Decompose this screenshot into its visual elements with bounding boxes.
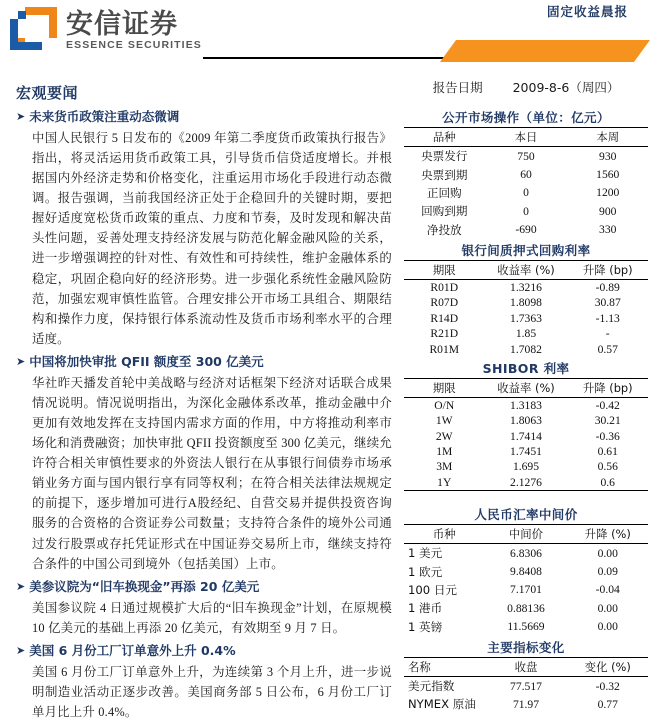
cell-value: 1.695 xyxy=(512,460,540,474)
table-row xyxy=(404,562,648,580)
news-headline-text: 美国 6 月份工厂订单意外上升 0.4% xyxy=(29,642,236,658)
news-body: 美国参议院 4 日通过规模扩大后的“旧车换现金”计划，在原规模 10 亿美元的基础上再添 20 亿美元，有效期至 9 月 7 日。 xyxy=(32,600,392,635)
table-row xyxy=(404,475,648,491)
bullet-arrow-icon: ➤ xyxy=(16,579,26,593)
table-interbank-repo-rate xyxy=(404,241,648,357)
report-date-line xyxy=(404,78,648,96)
col-header: 品种 xyxy=(404,128,485,147)
table-row xyxy=(404,544,648,563)
cell-value: 2.1276 xyxy=(485,475,568,491)
cell-label: 1 港币 xyxy=(408,601,443,616)
cell-value: 0.00 xyxy=(597,620,618,634)
cell-label: 2W xyxy=(435,429,453,443)
table-row xyxy=(404,202,648,220)
news-body: 中国人民银行 5 日发布的《2009 年第二季度货币政策执行报告》指出，将灵活运用货币政策工具，引导货币信贷适度增长。并根据国内外经济走势和价格变化，注重运用市场化手段进行动态微调。报告强调，当前我国经济正处于企稳回升的关键时期，要把握好适度宽松货币政策的重点、力度和节奏，及时发现和解决苗头性问题，妥善处理支持经济发展与防范化解金融风险的关系，进一步增强调控的针对性、有效性和可持续性，维护金融体系的稳定，巩固企稳向好的经济形势。进一步强化系统性金融风险防范，加强宏观审慎性监管。合理安排公开市场工具组合、期限结构和操作力度，保持银行体系流动性及货币市场利率水平的合理适度。 xyxy=(32,130,392,346)
table-header-row xyxy=(404,525,648,544)
col-header: 期限 xyxy=(404,378,485,397)
bullet-arrow-icon: ➤ xyxy=(16,354,26,368)
table-row xyxy=(404,326,648,341)
news-column xyxy=(0,70,400,724)
cell-value: 330 xyxy=(599,223,617,237)
report-type-banner xyxy=(440,40,650,62)
report-type-label: 固定收益晨报 xyxy=(546,4,628,19)
cell-value: 1560 xyxy=(596,168,620,182)
cell-value: 77.517 xyxy=(510,679,542,693)
cell-label: R21D xyxy=(430,327,459,341)
cell-value: 30.87 xyxy=(594,296,621,310)
news-article xyxy=(16,643,392,722)
cell-value: 30.21 xyxy=(594,414,621,428)
col-header: 本周 xyxy=(567,128,648,147)
news-headline[interactable] xyxy=(16,354,392,371)
table-row xyxy=(404,618,648,636)
col-header: 升降 (bp) xyxy=(567,260,648,279)
cell-value: 0.6 xyxy=(567,475,648,491)
cell-label: 1W xyxy=(435,414,453,428)
logo-english-name: ESSENCE SECURITIES xyxy=(66,38,202,51)
col-header: 收益率 (%) xyxy=(485,378,568,397)
col-header: 升降 (bp) xyxy=(567,378,648,397)
news-headline[interactable] xyxy=(16,643,392,660)
page-title: 宏观要闻 xyxy=(16,84,79,102)
cell-value: 930 xyxy=(599,149,617,163)
news-article xyxy=(16,354,392,574)
col-header: 升降 (%) xyxy=(567,525,648,544)
cell-value: 0 xyxy=(523,204,529,218)
table-row xyxy=(404,397,648,413)
data-table xyxy=(404,657,648,714)
cell-value: 0.56 xyxy=(597,460,618,474)
cell-label: 回购到期 xyxy=(421,204,468,219)
cell-value: - xyxy=(605,327,610,341)
cell-label: 1 英镑 xyxy=(408,619,443,634)
news-headline-text: 美参议院为“旧车换现金”再添 20 亿美元 xyxy=(29,578,260,594)
col-header: 收盘 xyxy=(485,657,568,676)
news-article xyxy=(16,109,392,349)
table-shibor-rate xyxy=(404,359,648,491)
table-row xyxy=(404,459,648,474)
cell-value: 0.88136 xyxy=(507,601,545,615)
table-header-row xyxy=(404,128,648,147)
table-row xyxy=(404,279,648,295)
col-header: 变化 (%) xyxy=(567,657,648,676)
report-date-label: 报告日期 xyxy=(432,80,483,95)
cell-label: 央票发行 xyxy=(421,149,468,164)
cell-label: O/N xyxy=(434,398,455,412)
bullet-arrow-icon: ➤ xyxy=(16,110,26,123)
table-row xyxy=(404,599,648,617)
logo-mark-icon xyxy=(8,6,58,52)
cell-value: 0.77 xyxy=(597,697,618,711)
cell-value: 1.85 xyxy=(515,327,537,341)
table-title: 公开市场操作（单位：亿元） xyxy=(442,110,610,125)
table-row xyxy=(404,341,648,356)
cell-value: 1200 xyxy=(596,186,620,200)
table-row xyxy=(404,184,648,202)
table-row xyxy=(404,295,648,310)
table-title: 主要指标变化 xyxy=(487,639,565,655)
cell-label: R01D xyxy=(430,281,459,295)
col-header: 中间价 xyxy=(485,525,568,544)
cell-value: 1.3183 xyxy=(510,398,542,412)
col-header: 本日 xyxy=(485,128,568,147)
cell-value: 0.09 xyxy=(597,565,618,579)
data-table xyxy=(404,260,648,357)
cell-value: 900 xyxy=(599,204,617,218)
news-article xyxy=(16,579,392,638)
cell-label: R14D xyxy=(430,311,459,325)
cell-label: 1 美元 xyxy=(408,546,443,561)
page-header xyxy=(0,0,650,70)
table-row xyxy=(404,413,648,428)
cell-label: 央票到期 xyxy=(421,167,468,182)
table-row xyxy=(404,581,648,599)
cell-value: -0.89 xyxy=(595,281,620,295)
cell-value: -0.32 xyxy=(595,679,620,693)
col-header: 期限 xyxy=(404,260,485,279)
cell-value: 0.57 xyxy=(597,342,618,356)
news-headline[interactable] xyxy=(16,579,392,596)
table-header-row xyxy=(404,378,648,397)
table-header-row xyxy=(404,657,648,676)
cell-value: 71.97 xyxy=(512,697,540,711)
cell-value: -0.04 xyxy=(595,583,620,597)
cell-value: 1.7451 xyxy=(510,445,542,459)
news-headline-text: 未来货币政策注重动态微调 xyxy=(29,109,180,124)
cell-value: 1.7082 xyxy=(510,342,542,356)
cell-label: 正回购 xyxy=(426,185,462,200)
col-header: 收益率 (%) xyxy=(485,260,568,279)
cell-label: 1 欧元 xyxy=(408,564,443,579)
company-logo xyxy=(8,6,202,52)
data-table xyxy=(404,127,648,239)
cell-label: NYMEX 原油 xyxy=(408,697,476,712)
table-title: 银行间质押式回购利率 xyxy=(461,242,591,258)
cell-value: 9.8408 xyxy=(510,565,542,579)
cell-value: -0.42 xyxy=(595,398,620,412)
report-date-value: 2009-8-6（周四） xyxy=(512,80,620,95)
logo-chinese-name: 安信证券 xyxy=(66,8,178,40)
col-header: 币种 xyxy=(404,525,485,544)
cell-label: R01M xyxy=(429,342,460,356)
news-headline[interactable] xyxy=(16,109,392,126)
news-body: 美国 6 月份工厂订单意外上升，为连续第 3 个月上升，进一步说明制造业活动正逐步改善。美国商务部 5 日公布，6 月份工厂订单月比上升 0.4%。 xyxy=(32,664,392,719)
table-row xyxy=(404,165,648,183)
table-title: SHIBOR 利率 xyxy=(482,360,570,376)
table-row xyxy=(404,444,648,459)
cell-value: 0.61 xyxy=(597,445,618,459)
cell-value: 11.5669 xyxy=(507,620,545,634)
cell-value: 7.1701 xyxy=(510,583,542,597)
logo-blue-bracket-icon xyxy=(10,19,42,50)
table-header-row xyxy=(404,260,648,279)
cell-value: 1.7414 xyxy=(510,429,542,443)
data-table xyxy=(404,524,648,636)
cell-label: 净投放 xyxy=(426,222,462,237)
table-rmb-exchange-rate xyxy=(404,505,648,636)
cell-value: 1.8098 xyxy=(510,296,542,310)
logo-text xyxy=(66,8,202,53)
cell-label: 美元指数 xyxy=(408,679,455,694)
table-row xyxy=(404,676,648,695)
cell-value: 1.3216 xyxy=(510,281,542,295)
cell-value: 60 xyxy=(520,168,532,182)
header-divider-rule xyxy=(203,57,453,59)
cell-value: -0.36 xyxy=(595,429,620,443)
cell-label: 1M xyxy=(436,445,453,459)
data-column xyxy=(404,74,650,715)
cell-label: R07D xyxy=(430,296,459,310)
table-key-indicators xyxy=(404,638,648,714)
news-body: 华社昨天播发首轮中美战略与经济对话框架下经济对话联合成果情况说明。情况说明指出，为深化金融体系改革，推动金融中介更加有效地发挥在支持国内需求方面的作用，中方将推动利率市场化和消费融资；加快审批 QFII 投资额度至 300 亿美元，继续允许符合相关审慎性要求的外资法人银行在从事银行间债券市场承销业务方面与国内银行享有同等权利；在符合相关法律法规规定的前提下，逐步增加可进行A股经纪、自营交易并提供投资咨询服务的合资格的合资证券公司数量；支持符合条件的境外公司通过发行股票或存托凭证形式在中国证券交易所上市，继续支持符合条件的中国公司到境外（包括美国）上市。 xyxy=(32,375,392,571)
table-row xyxy=(404,429,648,444)
cell-value: -1.13 xyxy=(595,311,620,325)
table-row xyxy=(404,695,648,713)
cell-value: 0.00 xyxy=(597,546,618,560)
cell-value: 0 xyxy=(523,186,529,200)
table-open-market-operations xyxy=(404,108,648,239)
col-header: 名称 xyxy=(404,657,485,676)
cell-value: 0.00 xyxy=(597,601,618,615)
news-headline-text: 中国将加快审批 QFII 额度至 300 亿美元 xyxy=(29,353,264,369)
cell-value: 1.7363 xyxy=(510,311,542,325)
table-title: 人民币汇率中间价 xyxy=(474,507,578,522)
cell-label: 100 日元 xyxy=(408,582,458,597)
cell-label: 1Y xyxy=(404,475,485,491)
data-table xyxy=(404,378,648,491)
cell-value: -690 xyxy=(515,223,537,237)
cell-value: 750 xyxy=(517,149,535,163)
table-row xyxy=(404,147,648,166)
cell-value: 6.8306 xyxy=(510,546,542,560)
cell-label: 3M xyxy=(436,460,453,474)
table-row xyxy=(404,221,648,239)
bullet-arrow-icon: ➤ xyxy=(16,643,26,657)
cell-value: 1.8063 xyxy=(510,414,542,428)
table-row xyxy=(404,311,648,326)
